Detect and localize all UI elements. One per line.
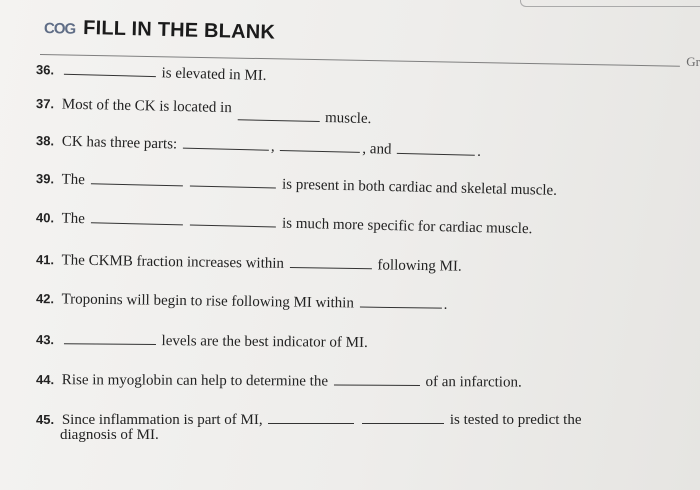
separator: , and (362, 140, 392, 158)
question-text: of an infarction. (425, 374, 522, 391)
question-text: levels are the best indicator of MI. (161, 333, 368, 351)
period: . (443, 296, 448, 313)
section-title: FILL IN THE BLANK (82, 16, 276, 44)
question-number: 37. (35, 96, 55, 112)
answer-blank[interactable] (334, 384, 420, 386)
question-number: 39. (35, 171, 55, 187)
question-text: Since inflammation is part of MI, (61, 412, 263, 428)
question-number: 42. (35, 291, 55, 307)
question-39 (36, 171, 557, 200)
answer-blank[interactable] (183, 147, 269, 151)
period: . (477, 143, 482, 160)
question-text: following MI. (377, 257, 462, 275)
question-text: The (61, 171, 86, 189)
question-text: is much more specific for cardiac muscle. (281, 215, 533, 238)
question-38 (36, 133, 481, 161)
question-number: 44. (35, 372, 55, 388)
question-37 (35, 96, 372, 128)
question-text: muscle. (324, 110, 372, 128)
page-edge (520, 0, 700, 7)
answer-blank[interactable] (64, 73, 156, 77)
question-41 (36, 252, 462, 276)
question-number: 36. (35, 62, 55, 78)
question-number: 43. (35, 332, 55, 348)
answer-blank[interactable] (362, 422, 444, 424)
question-44 (36, 372, 522, 392)
answer-blank[interactable] (397, 152, 475, 156)
separator: , (270, 138, 275, 155)
question-text: is present in both cardiac and skeletal muscle. (281, 176, 558, 199)
question-text: is tested to predict the (449, 412, 582, 428)
question-42 (36, 291, 448, 314)
question-40 (36, 210, 533, 238)
question-45 (36, 412, 582, 444)
adjacent-page-text: Gr (686, 54, 700, 69)
answer-blank[interactable] (91, 221, 183, 225)
answer-blank[interactable] (268, 422, 354, 424)
question-43 (36, 332, 368, 352)
question-number: 40. (35, 210, 55, 226)
answer-blank[interactable] (290, 266, 372, 269)
question-36 (36, 62, 267, 85)
section-header (44, 16, 276, 45)
answer-blank[interactable] (360, 306, 442, 309)
question-text: is elevated in MI. (161, 65, 267, 85)
answer-blank[interactable] (190, 185, 276, 189)
question-number: 45. (36, 412, 55, 427)
question-text-line2: diagnosis of MI. (60, 427, 159, 443)
question-number: 38. (35, 133, 55, 149)
question-number: 41. (35, 252, 55, 268)
answer-blank[interactable] (91, 182, 183, 186)
answer-blank[interactable] (237, 118, 319, 122)
answer-blank[interactable] (190, 224, 276, 228)
answer-blank[interactable] (280, 149, 360, 153)
question-text: Troponins will begin to rise following MI within (61, 291, 355, 312)
question-text: CK has three parts: (61, 133, 178, 153)
answer-blank[interactable] (64, 342, 156, 345)
question-text: Rise in myoglobin can help to determine the (61, 372, 329, 390)
question-text: The CKMB fraction increases within (61, 252, 285, 272)
cog-logo: COG (43, 20, 76, 38)
question-text: Most of the CK is located in (61, 96, 232, 117)
question-text: The (61, 210, 86, 228)
